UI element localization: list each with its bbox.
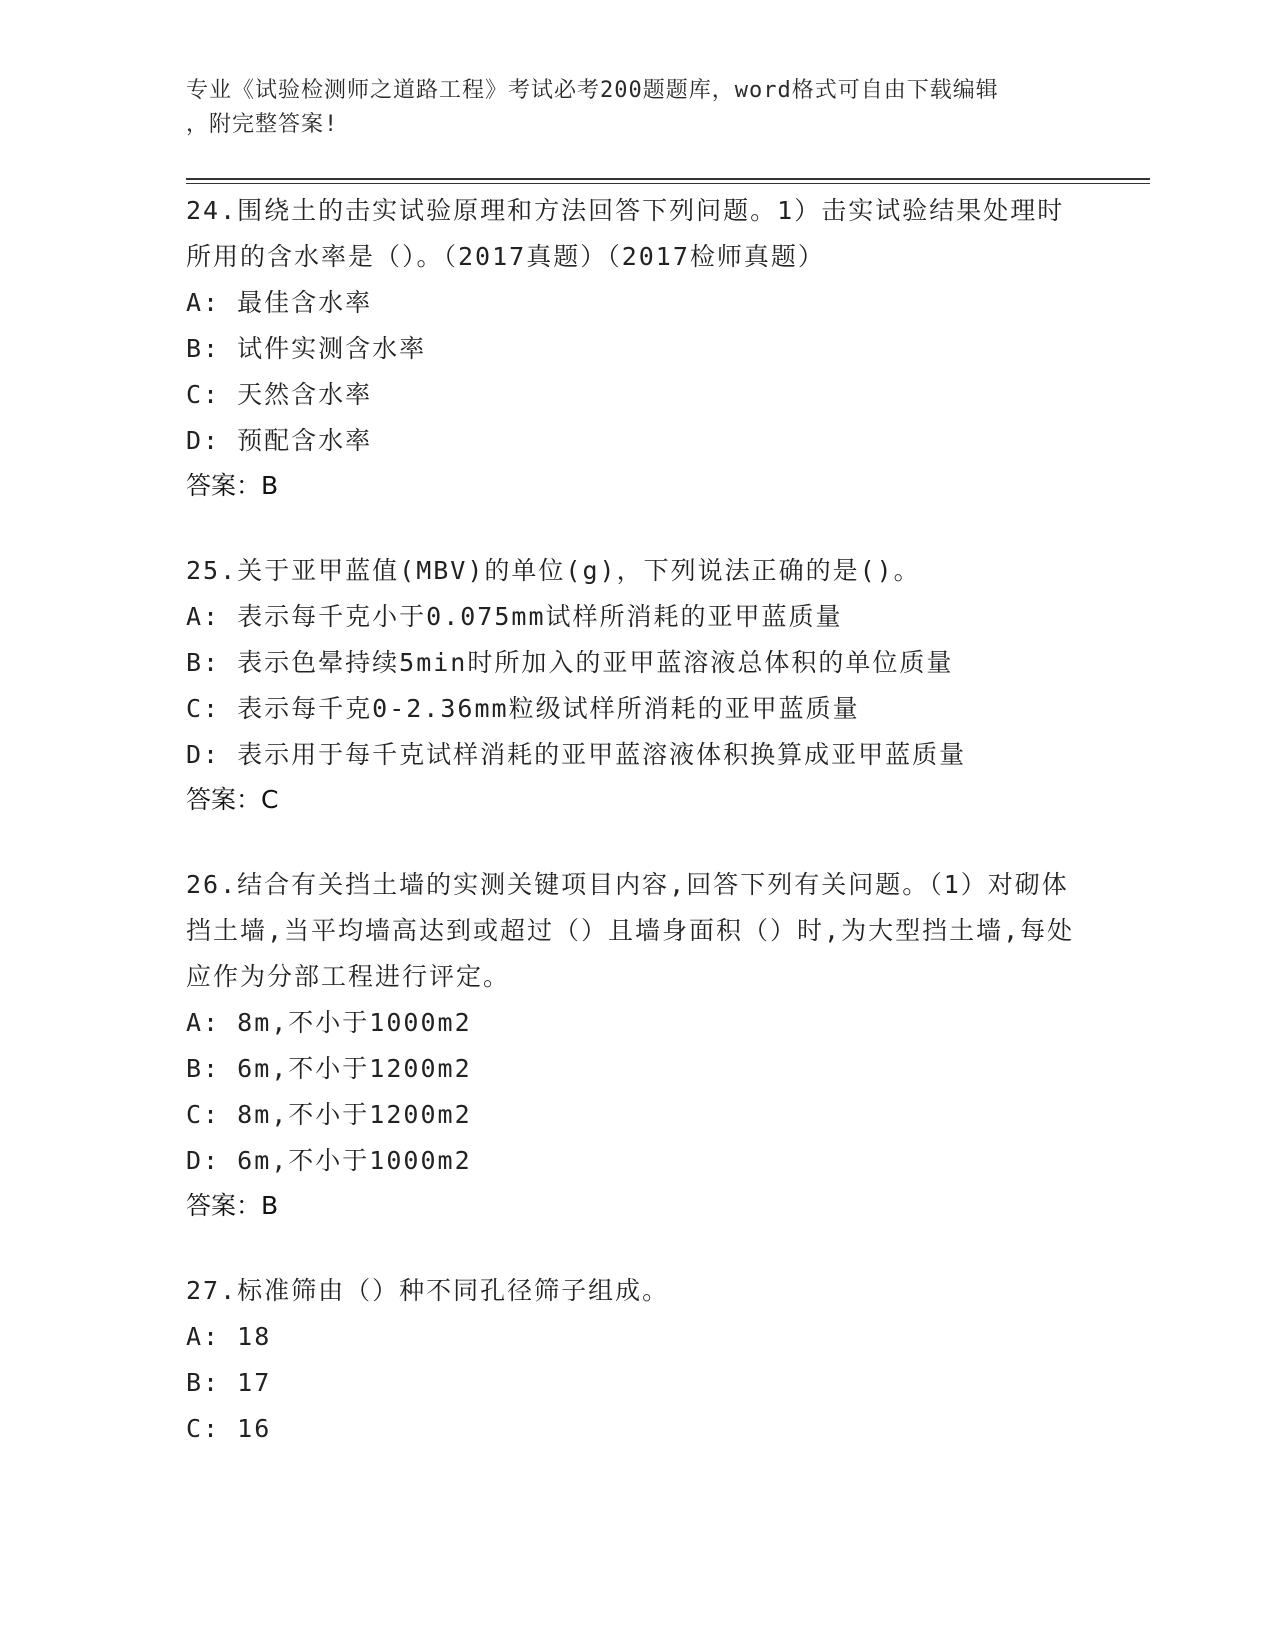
answer-label: 答案：C bbox=[186, 785, 279, 814]
question-26 bbox=[186, 862, 1086, 1228]
option-b: B: 6m,不小于1200m2 bbox=[186, 1054, 472, 1083]
question-list bbox=[186, 188, 1086, 1492]
option-a: A: 8m,不小于1000m2 bbox=[186, 1008, 472, 1037]
option-c: C: 表示每千克0-2.36mm粒级试样所消耗的亚甲蓝质量 bbox=[186, 694, 860, 723]
option-b: B: 17 bbox=[186, 1368, 272, 1397]
option-a: A: 最佳含水率 bbox=[186, 288, 373, 317]
header-divider-thick bbox=[186, 178, 1150, 180]
option-d: D: 6m,不小于1000m2 bbox=[186, 1146, 472, 1175]
option-a: A: 18 bbox=[186, 1322, 272, 1351]
option-b: B: 表示色晕持续5min时所加入的亚甲蓝溶液总体积的单位质量 bbox=[186, 648, 954, 677]
option-c: C: 8m,不小于1200m2 bbox=[186, 1100, 472, 1129]
answer-label: 答案：B bbox=[186, 471, 279, 500]
question-text: 27.标准筛由（）种不同孔径筛子组成。 bbox=[186, 1276, 670, 1305]
answer-label: 答案：B bbox=[186, 1191, 279, 1220]
question-25 bbox=[186, 548, 1086, 822]
question-text: 26.结合有关挡土墙的实测关键项目内容,回答下列有关问题。（1）对砌体挡土墙,当平均墙高达到或超过（）且墙身面积（）时,为大型挡土墙,每处应作为分部工程进行评定。 bbox=[186, 870, 1075, 991]
header-line-1: 专业《试验检测师之道路工程》考试必考200题题库，word格式可自由下载编辑 bbox=[186, 78, 999, 103]
document-header bbox=[186, 74, 1086, 142]
header-line-2: ，附完整答案! bbox=[186, 112, 339, 137]
option-c: C: 天然含水率 bbox=[186, 380, 373, 409]
question-text: 25.关于亚甲蓝值(MBV)的单位(g)，下列说法正确的是()。 bbox=[186, 556, 921, 585]
option-c: C: 16 bbox=[186, 1414, 272, 1443]
option-b: B: 试件实测含水率 bbox=[186, 334, 427, 363]
option-d: D: 预配含水率 bbox=[186, 426, 373, 455]
question-27 bbox=[186, 1268, 1086, 1452]
header-divider-thin bbox=[186, 183, 1150, 184]
option-a: A: 表示每千克小于0.075mm试样所消耗的亚甲蓝质量 bbox=[186, 602, 843, 631]
question-text: 24.围绕土的击实试验原理和方法回答下列问题。1）击实试验结果处理时所用的含水率是（）。（2017真题）（2017检师真题） bbox=[186, 196, 1065, 271]
option-d: D: 表示用于每千克试样消耗的亚甲蓝溶液体积换算成亚甲蓝质量 bbox=[186, 740, 967, 769]
question-24 bbox=[186, 188, 1086, 508]
